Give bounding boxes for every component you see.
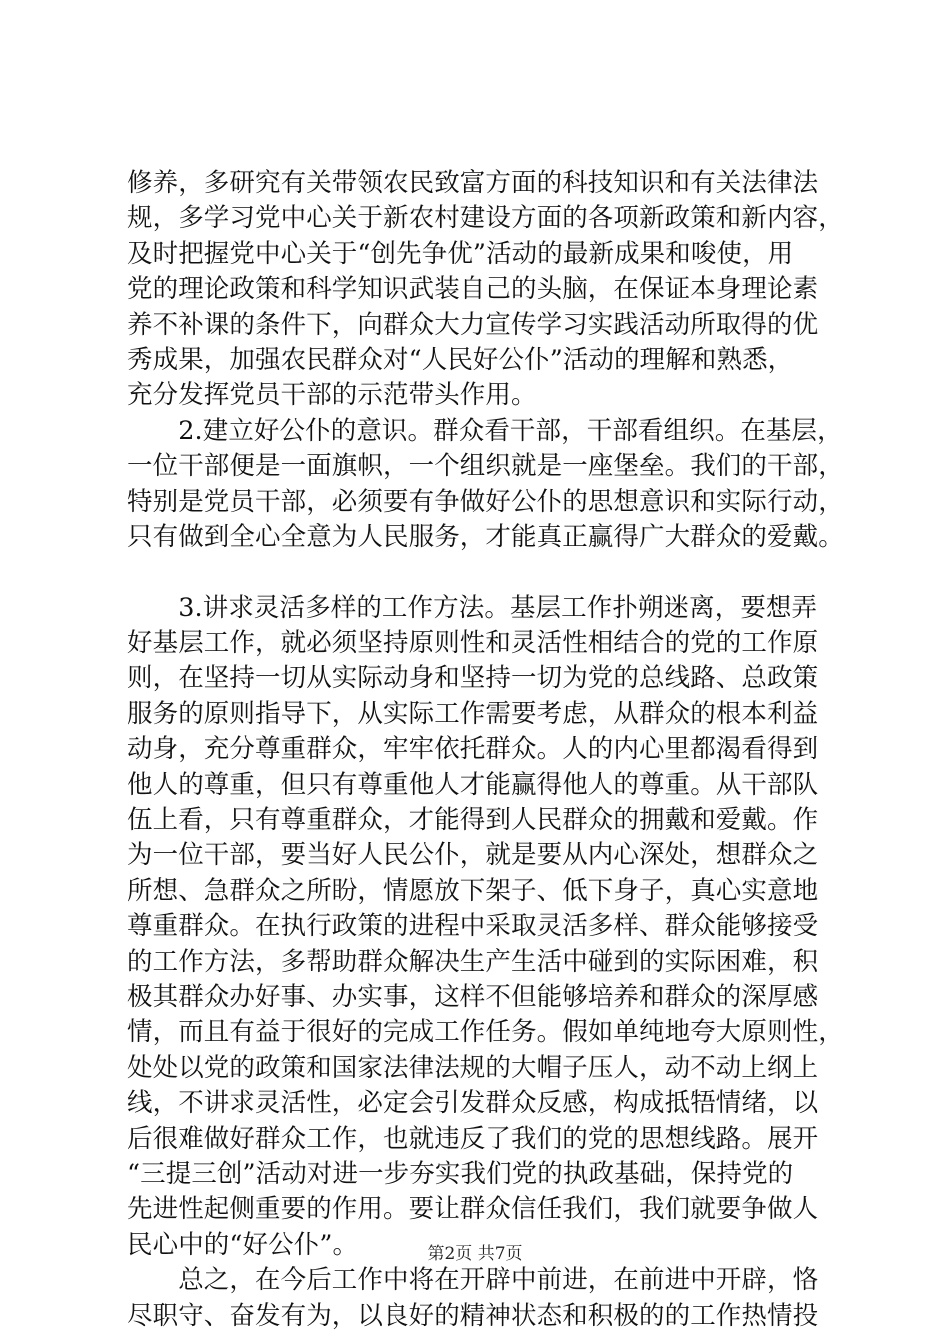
text-line: 及时把握党中心关于“创先争优”活动的最新成果和唆使，用 xyxy=(127,238,794,269)
text-line: 则，在坚持一切从实际动身和坚持一切为党的总线路、总政策 xyxy=(127,663,819,694)
text-line: 尊重群众。在执行政策的进程中采取灵活多样、群众能够接受 xyxy=(127,911,819,942)
text-line: 党的理论政策和科学知识武装自己的头脑，在保证本身理论素 xyxy=(127,274,819,305)
text-line: 线，不讲求灵活性，必定会引发群众反感，构成抵牾情绪，以 xyxy=(127,1088,819,1119)
text-line: 服务的原则指导下，从实际工作需要考虑，从群众的根本利益 xyxy=(127,698,819,729)
text-line: 充分发挥党员干部的示范带头作用。 xyxy=(127,380,537,411)
text-line: 好基层工作，就必须坚持原则性和灵活性相结合的党的工作原 xyxy=(127,628,819,659)
text-line: 先进性起侧重要的作用。要让群众信任我们，我们就要争做人 xyxy=(127,1194,819,1225)
text-line: 只有做到全心全意为人民服务，才能真正赢得广大群众的爱戴。 xyxy=(127,521,844,552)
text-line: “三提三创”活动对进一步夯实我们党的执政基础，保持党的 xyxy=(127,1158,794,1189)
text-line: 情，而且有益于很好的完成工作任务。假如单纯地夸大原则性， xyxy=(127,1017,844,1048)
text-line: 后很难做好群众工作，也就违反了我们的党的思想线路。展开 xyxy=(127,1123,819,1154)
text-line: 所想、急群众之所盼，情愿放下架子、低下身子，真心实意地 xyxy=(127,875,819,906)
text-line: 为一位干部，要当好人民公仆，就是要从内心深处，想群众之 xyxy=(127,840,819,871)
text-line: 尽职守、奋发有为，以良好的精神状态和积极的的工作热情投 xyxy=(127,1300,819,1331)
page-number-footer: 第2页 共7页 xyxy=(427,1244,523,1264)
body-text xyxy=(127,166,844,1334)
text-line: 极其群众办好事、办实事，这样不但能够培养和群众的深厚感 xyxy=(127,981,819,1012)
text-line: 的工作方法，多帮助群众解决生产生活中碰到的实际困难，积 xyxy=(127,946,819,977)
blank-line xyxy=(127,555,837,590)
text-line: 伍上看，只有尊重群众，才能得到人民群众的拥戴和爱戴。作 xyxy=(127,805,819,836)
text-line: 规，多学习党中心关于新农村建设方面的各项新政策和新内容， xyxy=(127,203,844,234)
text-line: 秀成果，加强农民群众对“人民好公仆”活动的理解和熟悉， xyxy=(127,344,794,375)
text-line: 总之，在今后工作中将在开辟中前进，在前进中开辟，恪 xyxy=(127,1265,819,1296)
text-line: 他人的尊重，但只有尊重他人才能赢得他人的尊重。从干部队 xyxy=(127,769,819,800)
text-line: 3.讲求灵活多样的工作方法。基层工作扑朔迷离，要想弄 xyxy=(127,592,818,623)
text-line: 养不补课的条件下，向群众大力宣传学习实践活动所取得的优 xyxy=(127,309,819,340)
text-line: 特别是党员干部，必须要有争做好公仆的思想意识和实际行动， xyxy=(127,486,844,517)
text-line: 修养，多研究有关带领农民致富方面的科技知识和有关法律法 xyxy=(127,168,819,198)
text-line: 动身，充分尊重群众，牢牢依托群众。人的内心里都渴看得到 xyxy=(127,734,819,765)
text-line: 一位干部便是一面旗帜，一个组织就是一座堡垒。我们的干部， xyxy=(127,451,844,482)
text-line: 2.建立好公仆的意识。群众看干部，干部看组织。在基层， xyxy=(127,415,843,446)
text-line: 民心中的“好公仆”。 xyxy=(127,1229,359,1260)
text-line: 处处以党的政策和国家法律法规的大帽子压人，动不动上纲上 xyxy=(127,1052,819,1083)
